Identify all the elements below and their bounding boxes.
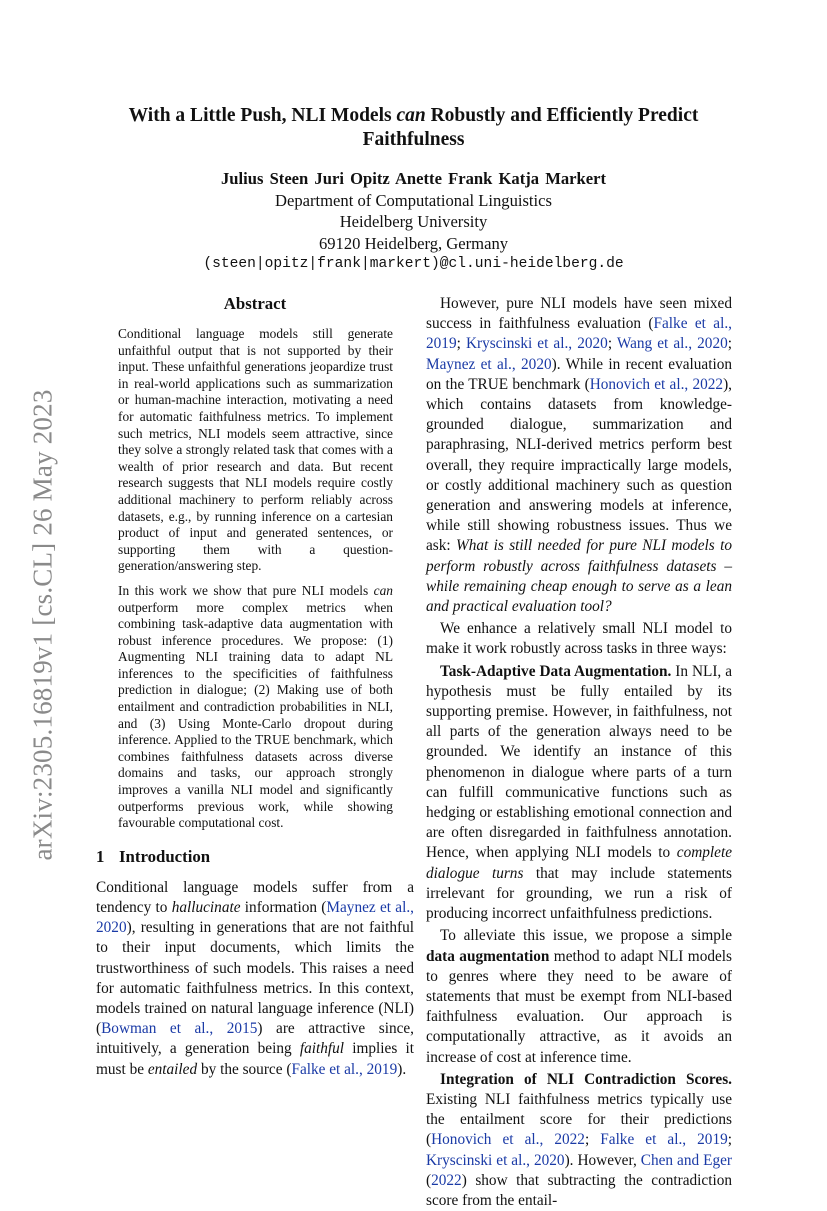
citation-link[interactable]: Honovich et al., 2022 [589,375,724,393]
citation-link[interactable]: Honovich et al., 2022 [431,1131,585,1149]
citation-link[interactable]: Chen and Eger [640,1151,733,1169]
citation-link[interactable]: Falke et al., 2019 [600,1131,728,1149]
intro-paragraph-1: Conditional language models suffer from a tendency to hallucinate information (Maynez et al., 2020), resulting in generations that are not faithful to their input documents, which limits the trustworthiness of such models. This raises a need for automatic faithfulness metrics. In this context, models trained on natural language inference (NLI) (Bowman et al., 2015) are attractive since, intuitively, a generation being faithful implies it must be entailed by the source (Falke et al., 2019). [96,878,414,1078]
email: (steen|opitz|frank|markert)@cl.uni-heidelberg.de [203,256,624,273]
left-column [96,294,414,1080]
right-paragraph-2: We enhance a relatively small NLI model to make it work robustly across tasks in three ways: [426,620,732,658]
university: Heidelberg University [339,212,488,232]
paper-title: With a Little Push, NLI Models can Robustly and Efficiently Predict Faithfulness [128,105,699,150]
abstract-paragraph-2: In this work we show that pure NLI models can outperform more complex metrics when combining task-adaptive data augmentation with robust inference procedures. We propose: (1) Augmenting NLI training data to adapt NL inferences to the specificities of faithfulness prediction in dialogue; (2) Making use of both entailment and contradiction probabilities in NLI, and (3) Using Monte-Carlo dropout during inference. Applied to the TRUE benchmark, which combines faithfulness datasets across diverse domains and tasks, our approach strongly improves a vanilla NLI model and significantly outperforms previous work, while showing favourable computational cost. [118,582,393,831]
arxiv-sidebar [22,355,64,895]
abstract-heading: Abstract [223,294,287,313]
citation-link[interactable]: 2022 [431,1171,462,1189]
department: Department of Computational Linguistics [275,190,552,210]
author-names: Julius Steen Juri Opitz Anette Frank Katja Markert [220,169,607,188]
right-column [426,294,732,1211]
citation-link[interactable]: Wang et al., 2020 [616,335,728,353]
citation-link[interactable]: Bowman et al., 2015 [101,1020,258,1038]
arxiv-identifier: arXiv:2305.16819v1 [cs.CL] 26 May 2023 [27,389,58,861]
title-emphasis: can [396,105,426,126]
right-paragraph-4: To alleviate this issue, we propose a simple data augmentation method to adapt NLI models to genres where they need to be aware of statements that must be exempt from NLI-based faithfulness evaluation. Our approach is computationally attractive, as it avoids an increase of cost at inference time. [426,927,732,1066]
citation-link[interactable]: Falke et al., 2019 [291,1060,398,1078]
citation-link[interactable]: Falke et al., 2019 [426,315,732,353]
author-block [96,168,731,276]
section-heading-introduction: 1 Introduction [96,846,211,866]
citation-link[interactable]: Maynez et al., 2020 [426,355,552,373]
right-paragraph-5: Integration of NLI Contradiction Scores. Existing NLI faithfulness metrics typically use the entailment score for their predictions (Honovich et al., 2022; Falke et al., 2019; Kryscinski et al., 2020). However, Chen and Eger (2022) show that subtracting the contradiction score from the entail- [426,1070,733,1209]
paragraph-heading: Integration of NLI Contradiction Scores. [440,1070,732,1088]
citation-link[interactable]: Kryscinski et al., 2020 [426,1151,565,1169]
paragraph-heading: Task-Adaptive Data Augmentation. [440,662,672,680]
right-paragraph-1: However, pure NLI models have seen mixed success in faithfulness evaluation (Falke et al., 2019; Kryscinski et al., 2020; Wang et al., 2020; Maynez et al., 2020). While in recent evaluation on the TRUE benchmark (Honovich et al., 2022), which contains datasets from knowledge-grounded dialogue, summarization and paraphrasing, NLI-derived metrics perform best overall, they require impractically large models, or costly additional machinery such as question generation and answering models at inference, while still showing robustness issues. Thus we ask: What is still needed for pure NLI models to perform robustly across faithfulness datasets – while remaining cheap enough to serve as a lean and practical evaluation tool? [426,295,733,616]
right-paragraph-3: Task-Adaptive Data Augmentation. In NLI, a hypothesis must be fully entailed by its supporting premise. However, in faithfulness, not all parts of the generation always need to be grounded. We identify an instance of this phenomenon in dialogue where parts of a turn can fulfill communicative functions such as hedging or establishing emotional connection and are often disregarded in faithfulness annotation. Hence, when applying NLI models to complete dialogue turns that may include statements irrelevant for grounding, we run a risk of producing incorrect unfaithfulness predictions. [426,662,733,923]
citation-link[interactable]: Kryscinski et al., 2020 [465,335,608,353]
abstract-paragraph-1: Conditional language models still generate unfaithful output that is not supported by their input. These unfaithful generations jeopardize trust in real-world applications such as summarization or human-machine interaction, motivating a need for automatic faithfulness metrics. To implement such metrics, NLI models seem attractive, since they solve a strongly related task that comes with a wealth of prior research and data. But recent research suggests that NLI models require costly additional machinery to perform reliably across datasets, e.g., by running inference on a cartesian product of input and generated sentences, or supporting them with a question-generation/answering step. [118,326,393,574]
address: 69120 Heidelberg, Germany [318,233,509,253]
citation-link[interactable]: Maynez et al., 2020 [96,899,414,937]
